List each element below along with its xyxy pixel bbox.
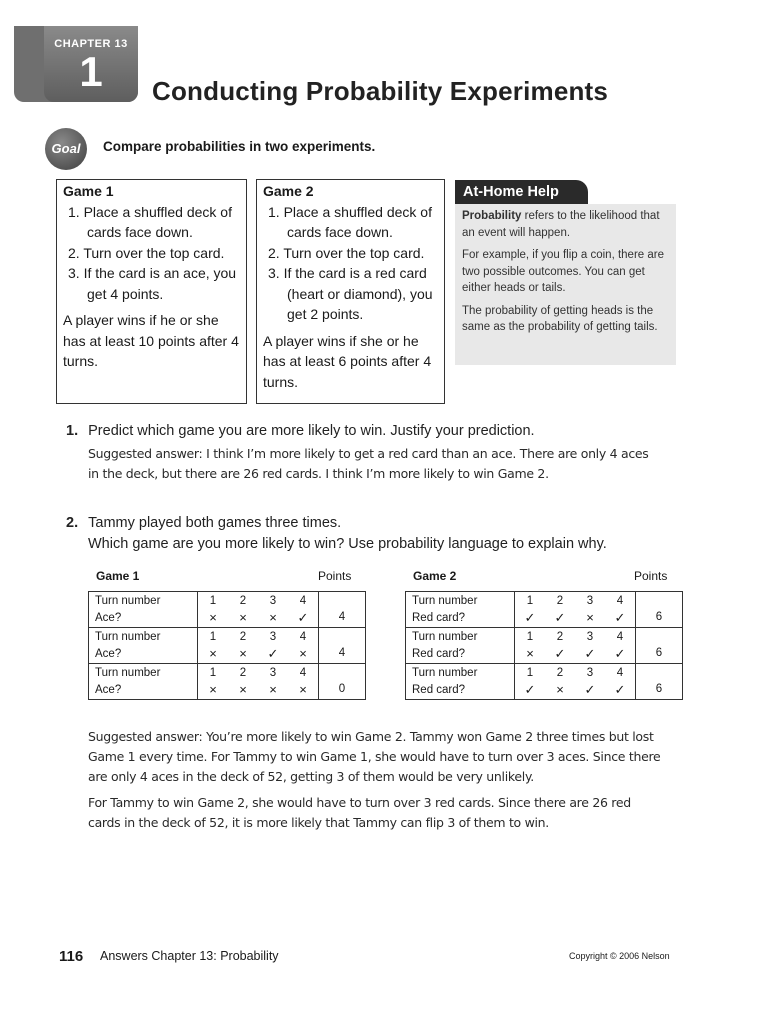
turn-cell (605, 592, 636, 628)
turn-cell (575, 628, 605, 664)
turn-number: 1 (209, 631, 217, 643)
check-mark-icon: ✓ (614, 681, 626, 697)
turn-number: 2 (556, 667, 564, 679)
page-number: 116 (59, 948, 84, 965)
results-row (89, 592, 366, 628)
turn-number: 3 (586, 631, 594, 643)
goal-badge: Goal (45, 128, 87, 170)
chapter-label: CHAPTER 13 (54, 38, 128, 50)
outcome-label: Red card? (412, 683, 466, 696)
game1-steps (57, 202, 246, 305)
turn-cell (228, 664, 258, 700)
answer-line: Suggested answer: You’re more likely to win Game 2. Tammy won Game 2 three times but lost (88, 729, 654, 744)
points-value: 6 (655, 646, 663, 659)
turn-cell (288, 628, 319, 664)
results-row (406, 664, 683, 700)
cross-mark-icon: × (556, 681, 564, 697)
turn-number: 3 (269, 631, 277, 643)
cross-mark-icon: × (526, 645, 534, 661)
game1-rule: A player wins if he or she has at least 10 points after 4 turns. (63, 312, 239, 369)
turn-cell (258, 664, 288, 700)
answer-2-paragraph-1 (88, 727, 660, 787)
answer-1-line: in the deck, but there are 26 red cards. I think I’m more likely to win Game 2. (88, 466, 549, 481)
turn-number-label: Turn number (95, 631, 161, 643)
turn-number-label: Turn number (95, 667, 161, 679)
cross-mark-icon: × (269, 681, 277, 697)
cross-mark-icon: × (269, 609, 277, 625)
points-value: 6 (655, 610, 663, 623)
outcome-label: Red card? (412, 647, 466, 660)
check-mark-icon: ✓ (584, 681, 596, 697)
help-note: The probability of getting heads is the same as the probability of getting tails. (462, 304, 658, 333)
check-mark-icon: ✓ (614, 609, 626, 625)
question-1 (66, 423, 535, 439)
cross-mark-icon: × (239, 609, 247, 625)
turn-cell (515, 592, 546, 628)
cross-mark-icon: × (239, 645, 247, 661)
turn-number: 1 (526, 595, 534, 607)
turn-number: 4 (299, 595, 307, 607)
turn-cell (605, 664, 636, 700)
turn-number-label: Turn number (412, 595, 478, 607)
turn-number: 2 (239, 667, 247, 679)
check-mark-icon: ✓ (524, 681, 536, 697)
turn-cell (575, 592, 605, 628)
copyright: Copyright © 2006 Nelson (569, 951, 670, 961)
points-label: Points (634, 569, 668, 583)
turn-cell (258, 592, 288, 628)
turn-number: 4 (299, 667, 307, 679)
answer-2-paragraph-2 (88, 793, 631, 833)
question-2-line2: Which game are you more likely to win? Use probability language to explain why. (88, 536, 607, 552)
turn-number-label: Turn number (412, 631, 478, 643)
check-mark-icon: ✓ (614, 645, 626, 661)
turn-cell (198, 628, 229, 664)
results-row (406, 592, 683, 628)
turn-number: 3 (586, 595, 594, 607)
game1-box (56, 179, 247, 404)
game1-step: 3. If the card is an ace, you get 4 points. (68, 265, 237, 302)
cross-mark-icon: × (299, 681, 307, 697)
check-mark-icon: ✓ (554, 609, 566, 625)
turn-cell (228, 592, 258, 628)
turn-number-label: Turn number (95, 595, 161, 607)
cross-mark-icon: × (586, 609, 594, 625)
check-mark-icon: ✓ (554, 645, 566, 661)
game2-box (256, 179, 445, 404)
question-text: Tammy played both games three times. (88, 515, 342, 531)
results-row (406, 628, 683, 664)
game2-steps (257, 202, 444, 325)
turn-cell (228, 628, 258, 664)
game2-step: 3. If the card is a red card (heart or diamond), you get 2 points. (268, 265, 433, 322)
table-title: Game 2 (413, 569, 457, 583)
answer-1-line: Suggested answer: I think I’m more likely to get a red card than an ace. There are only 4 aces (88, 446, 649, 461)
question-text: Predict which game you are more likely to win. Justify your prediction. (88, 423, 535, 439)
game2-rule: A player wins if she or he has at least 6 points after 4 turns. (263, 332, 432, 390)
turn-cell (545, 592, 575, 628)
help-example: For example, if you flip a coin, there are two possible outcomes. You can get either heads or tails. (462, 249, 664, 294)
check-mark-icon: ✓ (297, 609, 309, 625)
turn-number: 2 (239, 631, 247, 643)
turn-number: 2 (239, 595, 247, 607)
answer-line: are only 4 aces in the deck of 52, getting 3 of them would be very unlikely. (88, 769, 534, 784)
row-labels (406, 664, 515, 700)
row-labels (89, 592, 198, 628)
row-labels (406, 628, 515, 664)
cross-mark-icon: × (239, 681, 247, 697)
turn-cell (288, 592, 319, 628)
turn-cell (575, 664, 605, 700)
table-title: Game 1 (96, 569, 140, 583)
footer-text: Answers Chapter 13: Probability (100, 949, 279, 963)
help-definition: refers to the likelihood that an event will happen. (462, 210, 660, 239)
row-labels (89, 628, 198, 664)
help-heading: At-Home Help (455, 180, 588, 204)
cross-mark-icon: × (299, 645, 307, 661)
question-number: 2. (66, 515, 79, 531)
game1-step: 2. Turn over the top card. (68, 244, 225, 261)
turn-cell (288, 664, 319, 700)
outcome-label: Red card? (412, 611, 466, 624)
points-value: 0 (338, 682, 346, 695)
turn-number: 1 (526, 667, 534, 679)
outcome-label: Ace? (95, 611, 122, 624)
help-term: Probability (462, 210, 522, 222)
game2-heading: Game 2 (263, 183, 314, 199)
outcome-label: Ace? (95, 647, 122, 660)
turn-number-label: Turn number (412, 667, 478, 679)
turn-number: 1 (209, 595, 217, 607)
game1-heading: Game 1 (63, 183, 114, 199)
turn-number: 4 (616, 667, 624, 679)
check-mark-icon: ✓ (584, 645, 596, 661)
turn-number: 3 (269, 667, 277, 679)
turn-cell (198, 664, 229, 700)
goal-text: Compare probabilities in two experiments. (103, 139, 376, 154)
points-value: 4 (338, 610, 346, 623)
points-value: 6 (655, 682, 663, 695)
turn-number: 4 (616, 595, 624, 607)
answer-line: cards in the deck of 52, it is more likely that Tammy can flip 3 of them to win. (88, 815, 549, 830)
answer-line: For Tammy to win Game 2, she would have to turn over 3 red cards. Since there are 26 red (88, 795, 631, 810)
question-number: 1. (66, 423, 79, 439)
game1-results-table (88, 591, 366, 700)
turn-number: 3 (269, 595, 277, 607)
turn-cell (545, 628, 575, 664)
game2-step: 2. Turn over the top card. (268, 244, 425, 261)
lesson-number: 1 (79, 48, 103, 95)
answer-line: Game 1 every time. For Tammy to win Game 1, she would have to turn over 3 aces. Since there (88, 749, 661, 764)
cross-mark-icon: × (209, 645, 217, 661)
turn-number: 3 (586, 667, 594, 679)
check-mark-icon: ✓ (524, 609, 536, 625)
turn-number: 2 (556, 631, 564, 643)
turn-cell (198, 592, 229, 628)
turn-cell (258, 628, 288, 664)
question-2 (66, 515, 341, 531)
points-label: Points (318, 569, 352, 583)
row-labels (406, 592, 515, 628)
game2-results-table (405, 591, 683, 700)
cross-mark-icon: × (209, 609, 217, 625)
points-value: 4 (338, 646, 346, 659)
turn-cell (545, 664, 575, 700)
turn-number: 4 (616, 631, 624, 643)
turn-cell (605, 628, 636, 664)
turn-number: 4 (299, 631, 307, 643)
page-title: Conducting Probability Experiments (152, 76, 609, 106)
turn-number: 1 (209, 667, 217, 679)
turn-cell (515, 664, 546, 700)
row-labels (89, 664, 198, 700)
results-row (89, 664, 366, 700)
game1-step: 1. Place a shuffled deck of cards face down. (68, 203, 232, 240)
game2-step: 1. Place a shuffled deck of cards face down. (268, 203, 432, 240)
check-mark-icon: ✓ (267, 645, 279, 661)
turn-number: 2 (556, 595, 564, 607)
turn-cell (515, 628, 546, 664)
results-row (89, 628, 366, 664)
help-box (455, 204, 676, 365)
cross-mark-icon: × (209, 681, 217, 697)
turn-number: 1 (526, 631, 534, 643)
outcome-label: Ace? (95, 683, 122, 696)
